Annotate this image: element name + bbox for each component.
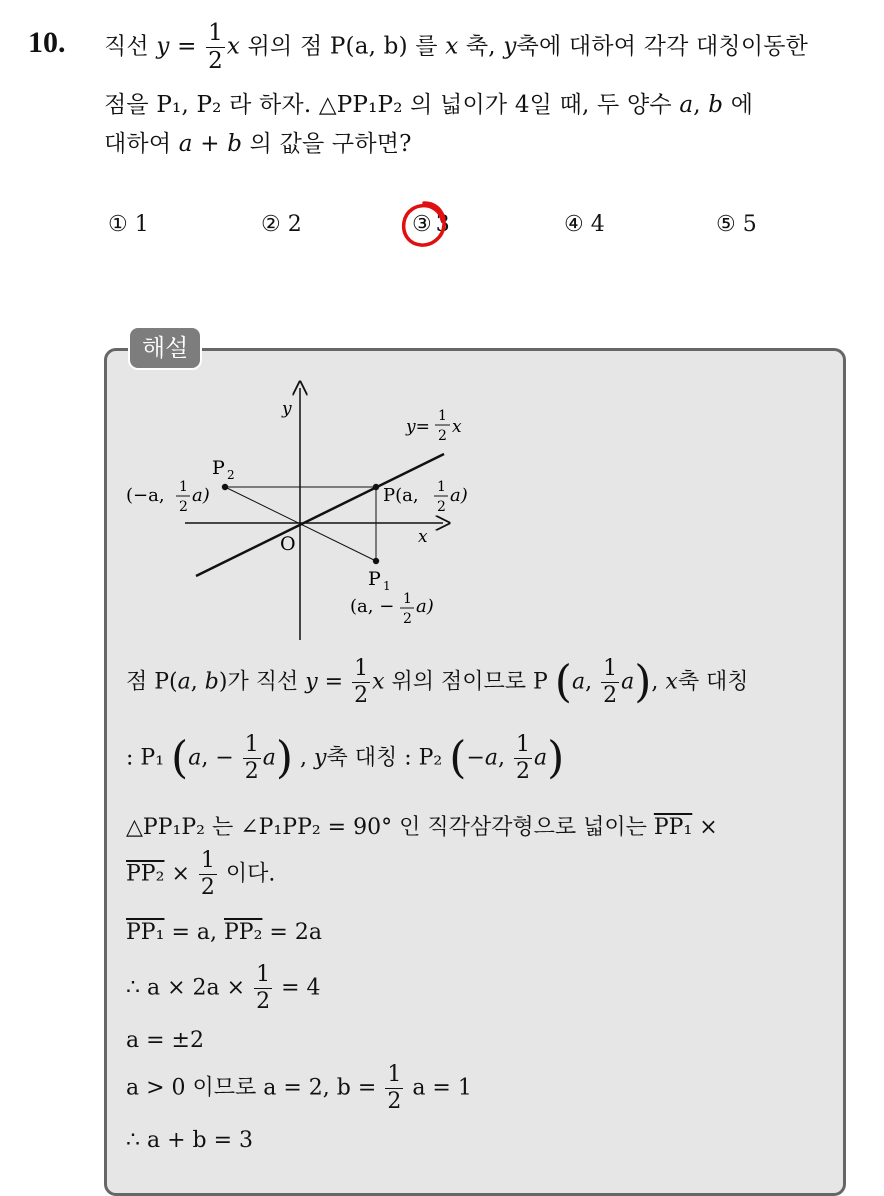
line-label: y= <box>406 417 430 437</box>
solution-line-6: ∴ a × 2a × $\frac{1}{2}$ = 4 <box>126 962 321 1014</box>
point-p <box>373 484 379 490</box>
p-label: P(a, <box>383 485 419 506</box>
question-number: 10. <box>28 26 66 59</box>
svg-text:1: 1 <box>437 479 446 495</box>
question-line-3: 대하여 a + b 의 값을 구하면? <box>104 131 412 157</box>
option-5[interactable]: ⑤ 5 <box>716 212 757 237</box>
selected-answer-circle <box>398 198 450 250</box>
option-2[interactable]: ② 2 <box>261 212 302 237</box>
solution-line-1: 점 P(a, b)가 직선 y = $\frac{1}{2}$ x 위의 점이므로 P (a, $\frac{1}{2}$ a), x축 대칭 <box>126 656 749 708</box>
svg-text:x: x <box>452 417 462 437</box>
solution-line-8: a > 0 이므로 a = 2, b = $\frac{1}{2}$ a = 1 <box>126 1062 472 1114</box>
svg-text:2: 2 <box>437 499 446 515</box>
point-p1 <box>373 558 379 564</box>
solution-line-2: : P₁ (a, − $\frac{1}{2}$ a) , y축 대칭 : P₂ (−a, $\frac{1}{2}$ a) <box>126 732 565 784</box>
solution-line-3: △PP₁P₂ 는 ∠P₁PP₂ = 90° 인 직각삼각형으로 넓이는 PP₁ × <box>126 815 718 840</box>
solution-line-9: ∴ a + b = 3 <box>126 1128 254 1153</box>
solution-line-7: a = ±2 <box>126 1028 204 1053</box>
question-line-2: 점을 P₁, P₂ 라 하자. △PP₁P₂ 의 넓이가 4일 때, 두 양수 a, b 에 <box>104 92 754 118</box>
option-4[interactable]: ④ 4 <box>564 212 605 237</box>
x-axis-label: x <box>418 527 428 547</box>
p1-coord: (a, − <box>350 596 395 617</box>
svg-text:a): a) <box>192 485 210 506</box>
solution-line-4: PP₂ × $\frac{1}{2}$ 이다. <box>126 848 276 900</box>
svg-text:2: 2 <box>227 468 235 482</box>
svg-text:1: 1 <box>403 591 412 607</box>
svg-text:2: 2 <box>438 428 447 444</box>
coordinate-graph <box>110 380 490 645</box>
option-1[interactable]: ① 1 <box>108 212 149 237</box>
origin-label: O <box>280 533 296 555</box>
question-line-1: 직선 y = $\frac{1}{2}$ x 위의 점 P(a, b) 를 x 축, y축에 대하여 각각 대칭이동한 <box>104 20 809 74</box>
p2-label: P <box>212 457 225 479</box>
svg-text:1: 1 <box>438 408 447 424</box>
point-p2 <box>222 484 228 490</box>
p1-label: P <box>368 568 381 590</box>
svg-text:2: 2 <box>403 611 412 627</box>
y-axis-label: y <box>282 399 292 419</box>
svg-text:a): a) <box>416 596 434 617</box>
svg-text:1: 1 <box>383 579 391 593</box>
solution-tag: 해설 <box>128 326 202 370</box>
svg-text:1: 1 <box>179 479 188 495</box>
svg-text:2: 2 <box>179 499 188 515</box>
p2-coord: (−a, <box>126 485 165 506</box>
option-3[interactable]: ③ 3 <box>412 212 450 237</box>
solution-line-5: PP₁ = a, PP₂ = 2a <box>126 920 322 945</box>
svg-text:a): a) <box>450 485 468 506</box>
